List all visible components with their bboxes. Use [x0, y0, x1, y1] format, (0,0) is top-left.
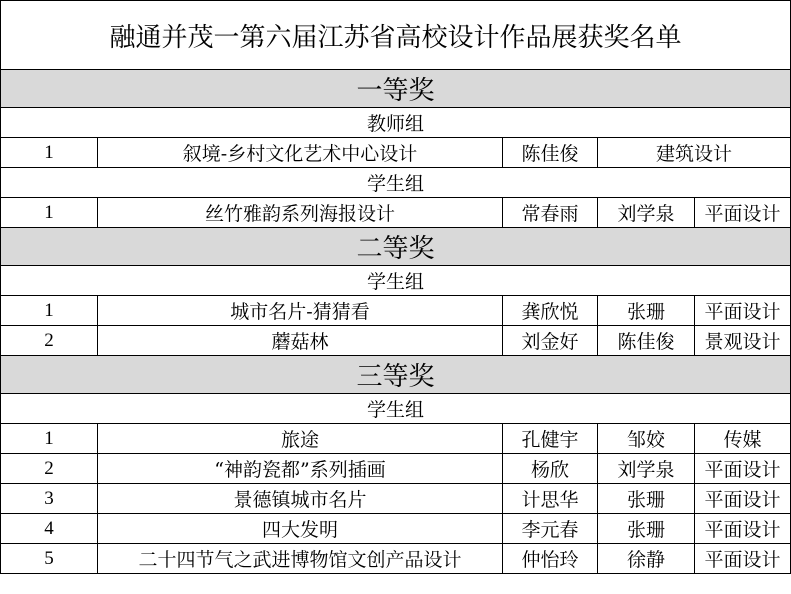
entry-number: 2 [1, 454, 98, 484]
table-row [1, 198, 791, 228]
entry-category: 平面设计 [695, 198, 791, 228]
entry-category: 平面设计 [695, 544, 791, 574]
entry-work-title: 景德镇城市名片 [98, 484, 503, 514]
group-heading: 教师组 [1, 108, 791, 138]
table-row [1, 326, 791, 356]
entry-category: 建筑设计 [598, 138, 791, 168]
entry-author: 仲怡玲 [503, 544, 598, 574]
entry-author: 陈佳俊 [503, 138, 598, 168]
entry-advisor: 刘学泉 [598, 454, 695, 484]
group-row [1, 108, 791, 138]
entry-author: 刘金好 [503, 326, 598, 356]
group-heading: 学生组 [1, 394, 791, 424]
group-row [1, 394, 791, 424]
prize-heading: 二等奖 [1, 228, 791, 266]
entry-category: 平面设计 [695, 514, 791, 544]
entry-work-title: 旅途 [98, 424, 503, 454]
entry-category: 平面设计 [695, 454, 791, 484]
entry-author: 龚欣悦 [503, 296, 598, 326]
entry-advisor: 邹姣 [598, 424, 695, 454]
group-heading: 学生组 [1, 168, 791, 198]
entry-number: 3 [1, 484, 98, 514]
entry-number: 2 [1, 326, 98, 356]
table-row [1, 454, 791, 484]
prize-heading: 一等奖 [1, 70, 791, 108]
table-row [1, 544, 791, 574]
entry-author: 杨欣 [503, 454, 598, 484]
entry-advisor: 陈佳俊 [598, 326, 695, 356]
entry-work-title: 二十四节气之武进博物馆文创产品设计 [98, 544, 503, 574]
entry-work-title: 四大发明 [98, 514, 503, 544]
title-row [1, 1, 791, 70]
prize-row [1, 228, 791, 266]
prize-row [1, 70, 791, 108]
entry-advisor: 张珊 [598, 296, 695, 326]
entry-number: 1 [1, 296, 98, 326]
entry-work-title: 蘑菇林 [98, 326, 503, 356]
entry-category: 景观设计 [695, 326, 791, 356]
entry-number: 5 [1, 544, 98, 574]
entry-author: 常春雨 [503, 198, 598, 228]
entry-author: 孔健宇 [503, 424, 598, 454]
entry-number: 4 [1, 514, 98, 544]
table-row [1, 296, 791, 326]
entry-number: 1 [1, 198, 98, 228]
table-row [1, 424, 791, 454]
entry-author: 李元春 [503, 514, 598, 544]
group-heading: 学生组 [1, 266, 791, 296]
entry-advisor: 张珊 [598, 484, 695, 514]
entry-category: 平面设计 [695, 484, 791, 514]
entry-advisor: 张珊 [598, 514, 695, 544]
group-row [1, 266, 791, 296]
entry-work-title: 丝竹雅韵系列海报设计 [98, 198, 503, 228]
entry-author: 计思华 [503, 484, 598, 514]
prize-row [1, 356, 791, 394]
document-title: 融通并茂一第六届江苏省高校设计作品展获奖名单 [1, 1, 791, 70]
entry-number: 1 [1, 138, 98, 168]
entry-category: 传媒 [695, 424, 791, 454]
entry-work-title: 城市名片-猜猜看 [98, 296, 503, 326]
table-row [1, 138, 791, 168]
entry-advisor: 刘学泉 [598, 198, 695, 228]
entry-work-title: 叙境-乡村文化艺术中心设计 [98, 138, 503, 168]
entry-number: 1 [1, 424, 98, 454]
table-row [1, 514, 791, 544]
entry-work-title: “神韵瓷都”系列插画 [98, 454, 503, 484]
prize-heading: 三等奖 [1, 356, 791, 394]
entry-category: 平面设计 [695, 296, 791, 326]
entry-advisor: 徐静 [598, 544, 695, 574]
table-row [1, 484, 791, 514]
group-row [1, 168, 791, 198]
